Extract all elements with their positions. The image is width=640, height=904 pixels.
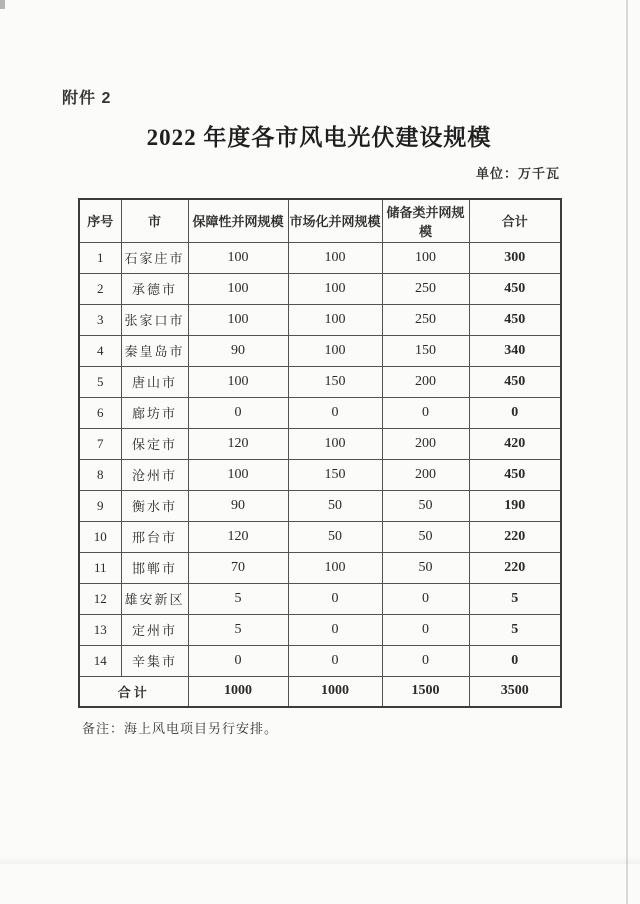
cell-guaranteed: 100	[188, 242, 288, 273]
table-total-row	[79, 676, 561, 707]
cell-market: 100	[288, 242, 382, 273]
table-row	[79, 397, 561, 428]
cell-city: 唐山市	[121, 366, 188, 397]
table-row	[79, 273, 561, 304]
table-row	[79, 490, 561, 521]
cell-reserve: 0	[382, 645, 469, 676]
cell-city: 定州市	[121, 614, 188, 645]
cell-reserve: 100	[382, 242, 469, 273]
cell-index: 5	[79, 366, 121, 397]
cell-total: 0	[469, 645, 561, 676]
scan-edge-line	[626, 0, 628, 904]
cell-reserve: 200	[382, 459, 469, 490]
col-header-reserve: 储备类并网规模	[382, 199, 469, 242]
cell-index: 14	[79, 645, 121, 676]
cell-market: 100	[288, 273, 382, 304]
cell-total: 450	[469, 366, 561, 397]
table-row	[79, 552, 561, 583]
cell-reserve: 50	[382, 521, 469, 552]
cell-reserve: 0	[382, 397, 469, 428]
table-row	[79, 645, 561, 676]
cell-market: 150	[288, 459, 382, 490]
cell-index: 8	[79, 459, 121, 490]
cell-market: 50	[288, 521, 382, 552]
cell-guaranteed: 100	[188, 366, 288, 397]
cell-total: 220	[469, 521, 561, 552]
cell-total-sum: 3500	[469, 676, 561, 707]
cell-market: 0	[288, 645, 382, 676]
cell-index: 11	[79, 552, 121, 583]
cell-guaranteed: 100	[188, 304, 288, 335]
cell-reserve: 200	[382, 366, 469, 397]
col-header-market: 市场化并网规模	[288, 199, 382, 242]
cell-city: 辛集市	[121, 645, 188, 676]
col-header-total: 合计	[469, 199, 561, 242]
cell-city: 秦皇岛市	[121, 335, 188, 366]
cell-total-market: 1000	[288, 676, 382, 707]
cell-index: 6	[79, 397, 121, 428]
cell-guaranteed: 90	[188, 335, 288, 366]
table-row	[79, 242, 561, 273]
table-row	[79, 335, 561, 366]
cell-total: 450	[469, 273, 561, 304]
table-row	[79, 428, 561, 459]
cell-market: 0	[288, 614, 382, 645]
cell-total: 450	[469, 304, 561, 335]
cell-total: 5	[469, 583, 561, 614]
cell-index: 2	[79, 273, 121, 304]
cell-total-reserve: 1500	[382, 676, 469, 707]
table-row	[79, 521, 561, 552]
cell-guaranteed: 0	[188, 397, 288, 428]
scan-artifact-corner	[0, 0, 5, 9]
cell-city: 保定市	[121, 428, 188, 459]
scan-bottom-shade	[0, 856, 640, 864]
construction-scale-table	[78, 198, 562, 708]
cell-city: 邢台市	[121, 521, 188, 552]
cell-guaranteed: 5	[188, 614, 288, 645]
table-row	[79, 459, 561, 490]
cell-index: 13	[79, 614, 121, 645]
cell-city: 沧州市	[121, 459, 188, 490]
table-row	[79, 583, 561, 614]
col-header-guaranteed: 保障性并网规模	[188, 199, 288, 242]
cell-city: 邯郸市	[121, 552, 188, 583]
table-header-row	[79, 199, 561, 242]
cell-city: 衡水市	[121, 490, 188, 521]
cell-market: 150	[288, 366, 382, 397]
cell-guaranteed: 70	[188, 552, 288, 583]
cell-index: 3	[79, 304, 121, 335]
cell-total: 5	[469, 614, 561, 645]
cell-city: 雄安新区	[121, 583, 188, 614]
cell-city: 石家庄市	[121, 242, 188, 273]
cell-index: 12	[79, 583, 121, 614]
attachment-label: 附件 2	[62, 90, 112, 107]
table-row	[79, 614, 561, 645]
cell-total: 340	[469, 335, 561, 366]
cell-guaranteed: 120	[188, 428, 288, 459]
cell-index: 1	[79, 242, 121, 273]
cell-reserve: 0	[382, 614, 469, 645]
cell-total: 300	[469, 242, 561, 273]
cell-market: 0	[288, 397, 382, 428]
cell-market: 0	[288, 583, 382, 614]
cell-index: 9	[79, 490, 121, 521]
table-row	[79, 366, 561, 397]
cell-reserve: 250	[382, 273, 469, 304]
cell-guaranteed: 5	[188, 583, 288, 614]
cell-total-guaranteed: 1000	[188, 676, 288, 707]
cell-reserve: 50	[382, 490, 469, 521]
document-title: 2022 年度各市风电光伏建设规模	[146, 125, 492, 150]
table-row	[79, 304, 561, 335]
cell-guaranteed: 90	[188, 490, 288, 521]
cell-guaranteed: 100	[188, 459, 288, 490]
cell-total-label: 合计	[79, 676, 188, 707]
cell-total: 420	[469, 428, 561, 459]
cell-index: 4	[79, 335, 121, 366]
cell-guaranteed: 100	[188, 273, 288, 304]
cell-index: 10	[79, 521, 121, 552]
cell-total: 450	[469, 459, 561, 490]
cell-reserve: 0	[382, 583, 469, 614]
cell-market: 100	[288, 335, 382, 366]
col-header-index: 序号	[79, 199, 121, 242]
cell-total: 190	[469, 490, 561, 521]
cell-guaranteed: 0	[188, 645, 288, 676]
cell-guaranteed: 120	[188, 521, 288, 552]
col-header-city: 市	[121, 199, 188, 242]
cell-market: 100	[288, 552, 382, 583]
cell-reserve: 50	[382, 552, 469, 583]
cell-index: 7	[79, 428, 121, 459]
cell-reserve: 200	[382, 428, 469, 459]
cell-total: 0	[469, 397, 561, 428]
cell-market: 100	[288, 428, 382, 459]
cell-market: 50	[288, 490, 382, 521]
cell-reserve: 150	[382, 335, 469, 366]
unit-label: 单位：万千瓦	[475, 166, 560, 181]
cell-city: 张家口市	[121, 304, 188, 335]
cell-city: 承德市	[121, 273, 188, 304]
cell-total: 220	[469, 552, 561, 583]
footnote: 备注：海上风电项目另行安排。	[82, 721, 279, 736]
cell-reserve: 250	[382, 304, 469, 335]
cell-city: 廊坊市	[121, 397, 188, 428]
cell-market: 100	[288, 304, 382, 335]
